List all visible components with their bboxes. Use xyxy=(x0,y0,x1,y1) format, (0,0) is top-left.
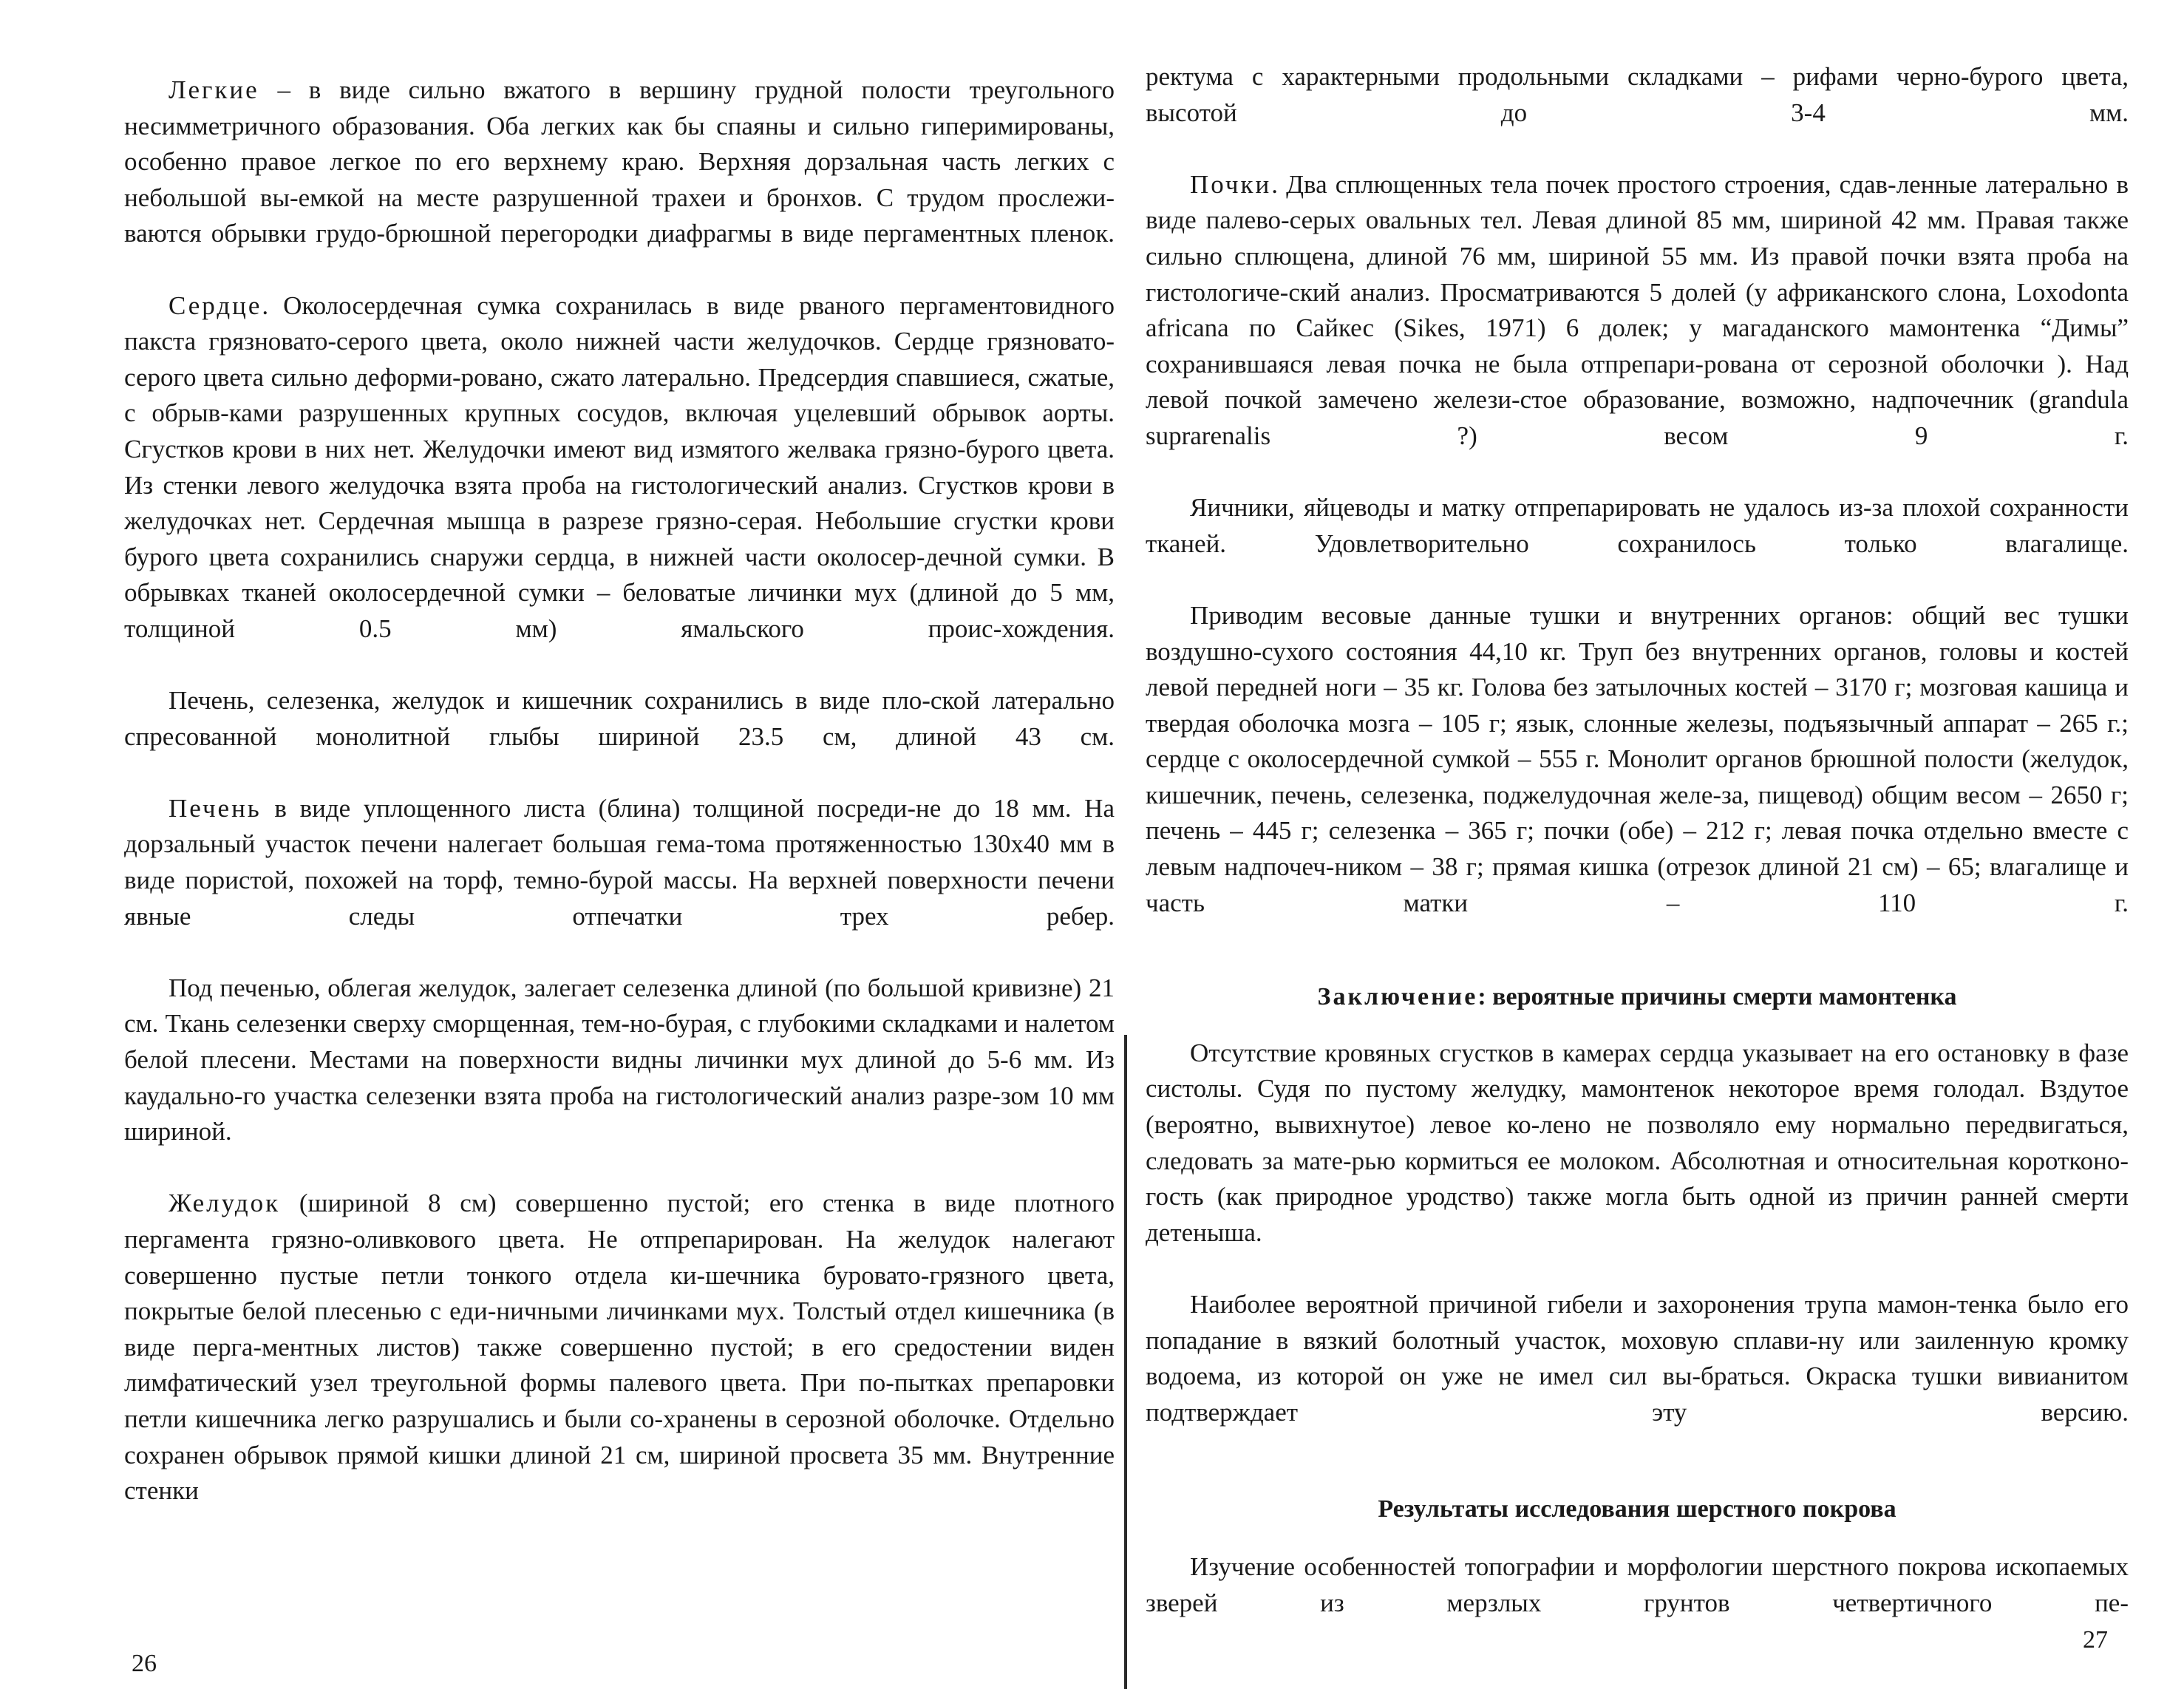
heading-conclusion: Заключение: вероятные причины смерти мамонтенка xyxy=(1317,982,1957,1010)
term-liver: Печень xyxy=(169,793,262,823)
paragraph-conclusion-1: Отсутствие кровяных сгустков в камерах сердца указывает на его остановку в фазе систолы. Судя по пустому желудку, мамонтенок некоторое время голодал. Вздутое (вероятно, вывихнутое) левое ко-лено не позволяло ему нормально передвигаться, следовать за мате-рью кормиться ее молоком. Абсолютная и относительная коротконо-гость (как природное уродство) также могла быть одной из причин ранней смерти детеныша. xyxy=(1146,1038,2129,1247)
term-heart: Сердце xyxy=(169,290,262,320)
paragraph-wool-study: Изучение особенностей топографии и морфологии шерстного покрова ископаемых зверей из мерзлых грунтов четвертичного пе- xyxy=(1146,1552,2129,1617)
right-page xyxy=(1146,0,2129,1689)
left-page xyxy=(124,0,1115,1689)
term-stomach: Желудок xyxy=(169,1189,281,1218)
paragraph-stomach: Желудок (шириной 8 см) совершенно пустой; его стенка в виде плотного пергамента грязно-оливкового цвета. Не отпрепарирован. На желудок налегают совершенно пустые петли тонкого отдела ки-шечника буровато-грязного цвета, покрытые белой плесенью с еди-ничными личинками мух. Толстый отдел кишечника (в виде перга-ментных листов) также совершенно пустой; в его средостении виден лимфатический узел треугольной формы палевого цвета. При по-пытках препаровки петли кишечника легко разрушались и были со-хранены в серозной оболочке. Отдельно сохранен обрывок прямой кишки длиной 21 см, шириной просвета 35 мм. Внутренние стенки xyxy=(124,1189,1115,1506)
right-page-text xyxy=(1146,59,2129,1657)
paragraph-conclusion-2: Наиболее вероятной причиной гибели и захоронения трупа мамон-тенка было его попадание в вязкий болотный участок, моховую сплави-ну или заиленную кромку водоема, из которой он уже не имел сил вы-браться. Окраска тушки вивианитом подтверждает эту версию. xyxy=(1146,1290,2129,1427)
left-page-text xyxy=(124,72,1115,1545)
page-gutter-line xyxy=(1124,1035,1127,1689)
paragraph-weights: Приводим весовые данные тушки и внутренних органов: общий вес тушки воздушно-сухого состояния 44,10 кг. Труп без внутренних органов, головы и костей левой передней ноги – 35 кг. Голова без затылочных костей – 3170 г; мозговая кашица и твердая оболочка мозга – 105 г; язык, слонные железы, подъязычный аппарат – 265 г.; сердце с околосердечной сумкой – 555 г. Монолит органов брюшной полости (желудок, кишечник, печень, селезенка, поджелудочная желе-за, пищевод) общим весом – 2650 г; печень – 445 г; селезенка – 365 г; почки (обе) – 212 г; левая почка отдельно вместе с левым надпочеч-ником – 38 г; прямая кишка (отрезок длиной 21 см) – 65; влагалище и часть матки – 110 г. xyxy=(1146,600,2129,917)
heading-wool-results: Результаты исследования шерстного покрова xyxy=(1378,1495,1896,1523)
paragraph-lungs: Легкие – в виде сильно вжатого в вершину грудной полости треугольного несимметричного образования. Оба легких как бы спаяны и сильно гиперимированы, особенно правое легкое по его верхнему краю. Верхняя дорзальная часть легких с небольшой вы-емкой на месте разрушенной трахеи и бронхов. С трудом прослежи-ваются обрывки грудо-брюшной перегородки диафрагмы в виде пергаментных пленок. xyxy=(124,75,1115,248)
page-number-right: 27 xyxy=(2083,1626,2108,1654)
paragraph-ovaries: Яичники, яйцеводы и матку отпрепарировать не удалось из-за плохой сохранности тканей. Удовлетворительно сохранилось только влагалище. xyxy=(1146,493,2129,558)
paragraph-liver: Печень в виде уплощенного листа (блина) толщиной посреди-не до 18 мм. На дорзальный участок печени налегает большая гема-тома протяженностью 130х40 мм в виде пористой, похожей на торф, темно-бурой массы. На верхней поверхности печени явные следы отпечатки трех ребер. xyxy=(124,793,1115,931)
paragraph-organs-block: Печень, селезенка, желудок и кишечник сохранились в виде пло-ской латерально спресованной монолитной глыбы шириной 23.5 см, длиной 43 см. xyxy=(124,686,1115,751)
term-lungs: Легкие xyxy=(169,75,259,104)
page-number-left: 26 xyxy=(132,1650,157,1677)
paragraph-heart: Сердце. Околосердечная сумка сохранилась в виде рваного пергаментовидного пакста грязновато-серого цвета, около нижней части желудочков. Сердце грязновато-серого цвета сильно деформи-ровано, сжато латерально. Предсердия спавшиеся, сжатые, с обрыв-ками разрушенных крупных сосудов, включая уцелевший обрывок аорты. Сгустков крови в них нет. Желудочки имеют вид измятого желвака грязно-бурого цвета. Из стенки левого желудочка взята проба на гистологический анализ. Сгустков крови в желудочках нет. Сердечная мышца в разрезе грязно-серая. Небольшие сгустки крови бурого цвета сохранились снаружи сердца, в нижней части околосер-дечной сумки. В обрывках тканей околосердечной сумки – беловатые личинки мух (длиной до 5 мм, толщиной 0.5 мм) ямальского проис-хождения. xyxy=(124,290,1115,643)
paragraph-kidneys: Почки. Два сплющенных тела почек простого строения, сдав-ленные латерально в виде палево-серых овальных тел. Левая длиной 85 мм, шириной 42 мм. Правая также сильно сплющена, длиной 76 мм, шириной 55 мм. Из правой почки взята проба на гистологиче-ский анализ. Просматриваются 5 долей (у африканского слона, Loxodonta africana по Сайкес (Sikes, 1971) 6 долек; у магаданского мамонтенка “Димы” сохранившаяся левая почка не была отпрепари-рована от серозной оболочки ). Над левой почкой замечено желези-стое образование, возможно, надпочечник (grandula suprarenalis ?) весом 9 г. xyxy=(1146,169,2129,450)
term-kidneys: Почки xyxy=(1190,169,1272,199)
paragraph-spleen: Под печенью, облегая желудок, залегает селезенка длиной (по большой кривизне) 21 см. Ткань селезенки сверху сморщенная, тем-но-бурая, с глубокими складками и налетом белой плесени. Местами на поверхности видны личинки мух длиной до 5-6 мм. Из каудально-го участка селезенки взята проба на гистологический анализ разре-зом 10 мм шириной. xyxy=(124,973,1115,1146)
paragraph-continuation: ректума с характерными продольными складками – рифами черно-бурого цвета, высотой до 3-4 мм. xyxy=(1146,62,2129,127)
